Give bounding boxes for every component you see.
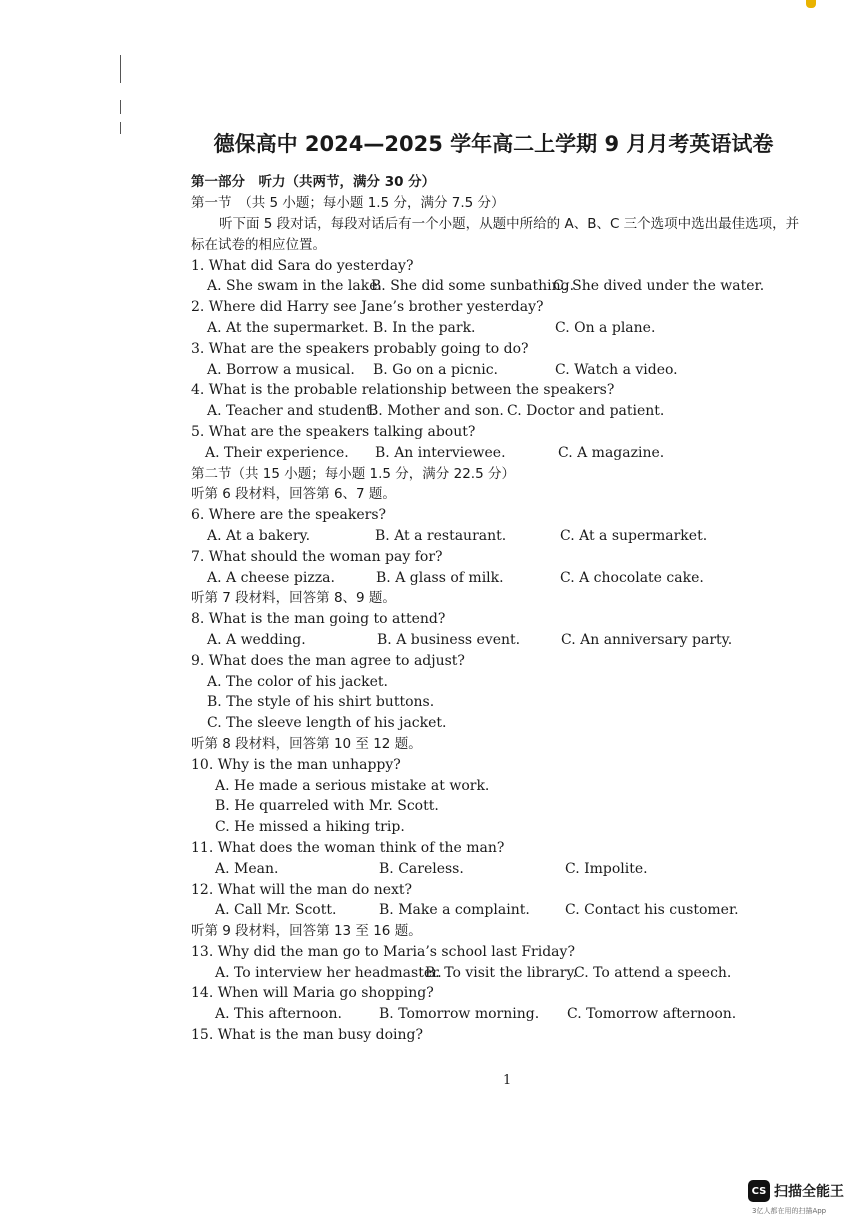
option-c: C. Contact his customer.: [565, 902, 739, 919]
scanner-app-name: 扫描全能王: [774, 1184, 844, 1200]
exam-title: 德保高中 2024—2025 学年高二上学期 9 月月考英语试卷: [213, 132, 774, 156]
option-c: C. Watch a video.: [555, 361, 678, 378]
option-a: A. The color of his jacket.: [207, 673, 388, 690]
question-options: [191, 1004, 811, 1025]
option-c: C. To attend a speech.: [574, 964, 732, 981]
question-stem: 2. Where did Harry see Jane’s brother yesterday?: [191, 299, 544, 316]
option-a: A. This afternoon.: [215, 1006, 342, 1023]
question-stem: 10. Why is the man unhappy?: [191, 756, 401, 773]
question-stem: 15. What is the man busy doing?: [191, 1027, 423, 1044]
option-a: A. Borrow a musical.: [207, 361, 355, 378]
option-c: C. A magazine.: [558, 444, 665, 461]
question-options: [191, 963, 811, 984]
material-heading: 听第 8 段材料，回答第 10 至 12 题。: [191, 735, 422, 752]
option-b: B. The style of his shirt buttons.: [207, 694, 435, 711]
material-heading: 听第 6 段材料，回答第 6、7 题。: [191, 486, 396, 503]
scanner-watermark: [748, 1180, 844, 1202]
question-stem: 8. What is the man going to attend?: [191, 611, 446, 628]
binding-line-mark: [120, 55, 121, 83]
option-c: C. An anniversary party.: [561, 631, 733, 648]
camscanner-logo-icon: CS: [748, 1180, 770, 1202]
option-b: B. An interviewee.: [375, 444, 506, 461]
option-c: C. She dived under the water.: [553, 278, 765, 295]
binding-line-mark: [120, 100, 121, 114]
question-options: [191, 630, 811, 651]
option-b: B. A business event.: [377, 631, 521, 648]
question-stem: 12. What will the man do next?: [191, 881, 413, 898]
part-heading: 第一部分 听力（共两节，满分 30 分）: [191, 174, 436, 190]
option-a: A. A cheese pizza.: [207, 569, 335, 586]
option-c: C. He missed a hiking trip.: [215, 819, 405, 836]
question-stem: 6. Where are the speakers?: [191, 507, 387, 524]
option-c: C. Impolite.: [565, 860, 648, 877]
option-b: B. Tomorrow morning.: [379, 1006, 540, 1023]
option-a: A. At the supermarket.: [207, 319, 369, 336]
option-a: A. Their experience.: [205, 444, 349, 461]
option-b: B. Go on a picnic.: [373, 361, 499, 378]
question-options: [191, 568, 811, 589]
option-c: C. On a plane.: [555, 319, 656, 336]
question-stem: 7. What should the woman pay for?: [191, 548, 443, 565]
option-a: A. At a bakery.: [207, 527, 311, 544]
section-heading: 第二节（共 15 小题；每小题 1.5 分，满分 22.5 分）: [191, 465, 515, 482]
option-b: B. Careless.: [379, 860, 464, 877]
option-b: B. Make a complaint.: [379, 902, 530, 919]
option-b: B. Mother and son.: [368, 403, 504, 420]
scanner-tagline: 3亿人都在用的扫描App: [752, 1207, 827, 1215]
option-c: C. Doctor and patient.: [507, 403, 665, 420]
option-a: A. Teacher and student.: [207, 403, 377, 420]
option-b: B. In the park.: [373, 319, 476, 336]
option-c: C. Tomorrow afternoon.: [567, 1006, 737, 1023]
question-options: [191, 276, 811, 297]
option-a: A. He made a serious mistake at work.: [215, 777, 490, 794]
question-stem: 9. What does the man agree to adjust?: [191, 652, 465, 669]
option-b: B. She did some sunbathing.: [371, 278, 575, 295]
question-options: [191, 401, 811, 422]
question-stem: 1. What did Sara do yesterday?: [191, 257, 414, 274]
directions-text: 听下面 5 段对话，每段对话后有一个小题，从题中所给的 A、B、C 三个选项中选出最佳选项，并标在试卷的相应位置。: [191, 215, 800, 253]
option-b: B. To visit the library.: [425, 964, 577, 981]
option-c: C. At a supermarket.: [560, 527, 708, 544]
question-stem: 13. Why did the man go to Maria’s school last Friday?: [191, 943, 575, 960]
option-a: A. To interview her headmaster.: [215, 964, 442, 981]
question-options: [191, 443, 811, 464]
option-a: A. Mean.: [215, 860, 279, 877]
option-c: C. A chocolate cake.: [560, 569, 704, 586]
option-a: A. She swam in the lake.: [207, 278, 382, 295]
option-b: B. A glass of milk.: [376, 569, 504, 586]
corner-mark: [806, 0, 816, 8]
section-heading: 第一节 （共 5 小题；每小题 1.5 分，满分 7.5 分）: [191, 194, 505, 211]
question-options: [191, 360, 811, 381]
option-b: B. He quarreled with Mr. Scott.: [215, 798, 439, 815]
material-heading: 听第 9 段材料，回答第 13 至 16 题。: [191, 923, 422, 940]
question-options: [191, 900, 811, 921]
question-stem: 5. What are the speakers talking about?: [191, 423, 476, 440]
material-heading: 听第 7 段材料，回答第 8、9 题。: [191, 590, 396, 607]
option-b: B. At a restaurant.: [375, 527, 507, 544]
page-number: 1: [503, 1073, 512, 1088]
exam-content: [191, 172, 811, 1046]
question-stem: 4. What is the probable relationship between the speakers?: [191, 382, 615, 399]
question-stem: 3. What are the speakers probably going to do?: [191, 340, 529, 357]
question-stem: 14. When will Maria go shopping?: [191, 985, 434, 1002]
question-options: [191, 859, 811, 880]
question-options: [191, 526, 811, 547]
option-a: A. A wedding.: [207, 631, 306, 648]
option-a: A. Call Mr. Scott.: [215, 902, 337, 919]
question-options: [191, 318, 811, 339]
option-c: C. The sleeve length of his jacket.: [207, 715, 447, 732]
question-stem: 11. What does the woman think of the man?: [191, 839, 505, 856]
